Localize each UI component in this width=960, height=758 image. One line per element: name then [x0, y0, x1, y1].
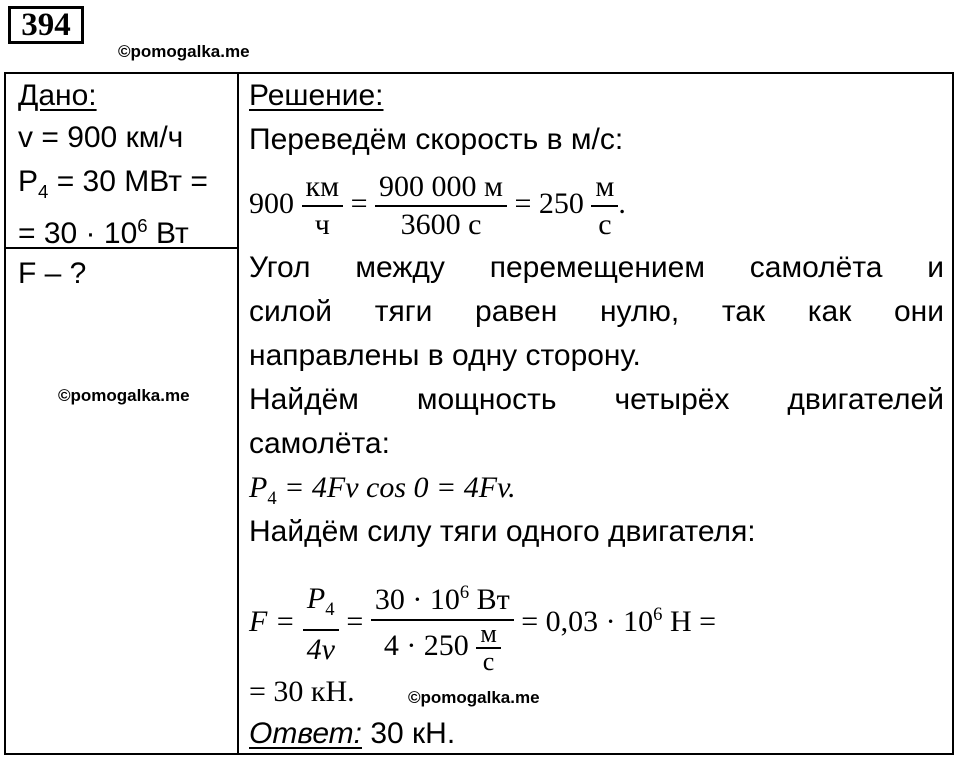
para1-line-3: направлены в одну сторону.	[249, 339, 641, 372]
para2-line-2: самолёта:	[249, 427, 390, 460]
equation-power: $P_4 = 4Fv$ cos 0 = 4Fv.	[249, 471, 516, 509]
solution-header: Решение:	[249, 79, 384, 112]
answer-label: Ответ:	[249, 717, 362, 750]
equation-speed: 900 $\frac{км}{ч}$ = $\frac{900 000 м}{3600 с}$ = 250 $\frac{м}{с}$ .	[249, 170, 626, 242]
word: нулю,	[599, 295, 680, 328]
word: равен	[475, 295, 558, 328]
word: силой	[249, 295, 333, 328]
equation-result: = 30 кН.	[249, 675, 355, 708]
word: они	[893, 295, 944, 328]
solution-line-force: Найдём силу тяги одного двигателя:	[249, 515, 756, 548]
given-power: $P_4 = 30$ МВт =	[18, 165, 208, 202]
word: тяги	[374, 295, 433, 328]
word: так	[721, 295, 766, 328]
word: между	[355, 251, 445, 284]
para2-line-1	[249, 380, 944, 420]
problem-number: 394	[8, 6, 84, 44]
equation-force: F = $\frac{P_4}{4v}$ = $30 \cdot 10^6$ Вт 4 · 250 $\frac{м}{с}$ = $0,03 \cdot 10^6$ Н =	[249, 556, 716, 674]
word: самолёта	[749, 251, 883, 284]
find-force: F – ?	[18, 257, 87, 290]
word: мощность	[416, 383, 557, 416]
watermark-bottom: ©pomogalka.me	[408, 688, 540, 707]
word: и	[927, 251, 944, 284]
column-divider	[237, 74, 239, 753]
word: двигателей	[787, 383, 944, 416]
solution-line-1: Переведём скорость в м/с:	[249, 123, 624, 156]
given-velocity: v = 900 км/ч	[18, 121, 184, 154]
word: Угол	[249, 251, 311, 284]
given-power-si: = $30 \cdot 10^6$ Вт	[18, 215, 189, 250]
solution-table	[4, 72, 954, 755]
watermark-top: ©pomogalka.me	[118, 42, 250, 61]
word: перемещением	[489, 251, 705, 284]
word: Найдём	[249, 383, 359, 416]
para1-line-1	[249, 248, 944, 288]
para1-line-2	[249, 292, 944, 332]
given-header: Дано:	[18, 79, 97, 112]
word: как	[807, 295, 852, 328]
answer-line	[249, 714, 455, 754]
word: четырёх	[614, 383, 730, 416]
answer-value: 30 кН.	[362, 717, 456, 750]
watermark-left: ©pomogalka.me	[58, 386, 190, 405]
